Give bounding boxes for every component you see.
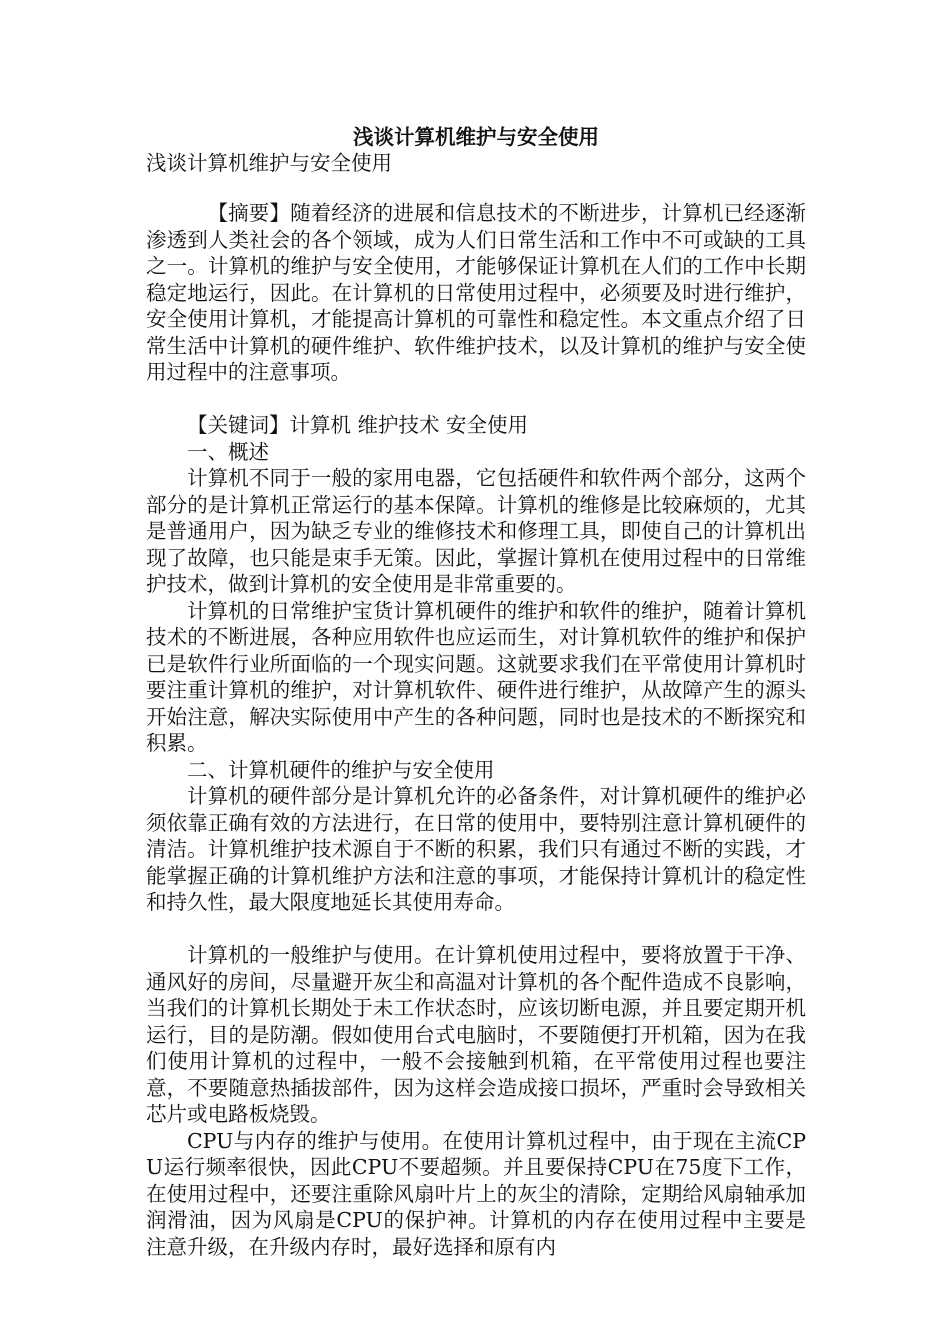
- abstract-paragraph: 【摘要】随着经济的进展和信息技术的不断进步，计算机已经逐渐渗透到人类社会的各个领域，成为人们日常生活和工作中不可或缺的工具之一。计算机的维护与安全使用，才能够保证计算机在人们的工作中长期稳定地运行，因此。在计算机的日常使用过程中，必须要及时进行维护，安全使用计算机，才能提高计算机的可靠性和稳定性。本文重点介绍了日常生活中计算机的硬件维护、软件维护技术，以及计算机的维护与安全使用过程中的注意事项。: [146, 201, 806, 384]
- section1-paragraph-2: 计算机的日常维护宝货计算机硬件的维护和软件的维护，随着计算机技术的不断进展，各种应用软件也应运而生，对计算机软件的维护和保护已是软件行业所面临的一个现实问题。这就要求我们在平常使用计算机时要注重计算机的维护，对计算机软件、硬件进行维护，从故障产生的源头开始注意，解决实际使用中产生的各种问题，同时也是技术的不断探究和积累。: [146, 598, 806, 755]
- blank-line: [146, 386, 806, 413]
- section2-paragraph-3: CPU与内存的维护与使用。在使用计算机过程中，由于现在主流CPU运行频率很快，因此CPU不要超频。并且要保持CPU在75度下工作，在使用过程中，还要注重除风扇叶片上的灰尘的清除，定期给风扇轴承加润滑油，因为风扇是CPU的保护神。计算机的内存在使用过程中主要是注意升级，在升级内存时，最好选择和原有内: [146, 1128, 806, 1259]
- document-body: [146, 200, 806, 1260]
- blank-line: [146, 916, 806, 943]
- section2-heading: 二、计算机硬件的维护与安全使用: [187, 757, 495, 782]
- keywords-line: 【关键词】计算机 维护技术 安全使用: [187, 413, 529, 437]
- document-subtitle: 浅谈计算机维护与安全使用: [146, 151, 392, 175]
- section2-paragraph-1: 计算机的硬件部分是计算机允许的必备条件，对计算机硬件的维护必须依靠正确有效的方法进行，在日常的使用中，要特别注意计算机硬件的清洁。计算机维护技术源自于不断的积累，我们只有通过不断的实践，才能掌握正确的计算机维护方法和注意的事项，才能保持计算机计的稳定性和持久性，最大限度地延长其使用寿命。: [146, 784, 806, 914]
- section2-paragraph-2: 计算机的一般维护与使用。在计算机使用过程中，要将放置于干净、通风好的房间，尽量避开灰尘和高温对计算机的各个配件造成不良影响，当我们的计算机长期处于未工作状态时，应该切断电源，并且要定期开机运行，目的是防潮。假如使用台式电脑时，不要随便打开机箱，因为在我们使用计算机的过程中，一般不会接触到机箱，在平常使用过程也要注意，不要随意热插拔部件，因为这样会造成接口损坏，严重时会导致相关芯片或电路板烧毁。: [146, 943, 806, 1126]
- section1-paragraph-1: 计算机不同于一般的家用电器，它包括硬件和软件两个部分，这两个部分的是计算机正常运行的基本保障。计算机的维修是比较麻烦的，尤其是普通用户，因为缺乏专业的维修技术和修理工具，即使自己的计算机出现了故障，也只能是束手无策。因此，掌握计算机在使用过程中的日常维护技术，做到计算机的安全使用是非常重要的。: [146, 466, 806, 596]
- document-title: 浅谈计算机维护与安全使用: [353, 125, 599, 149]
- section1-heading: 一、概述: [187, 439, 269, 464]
